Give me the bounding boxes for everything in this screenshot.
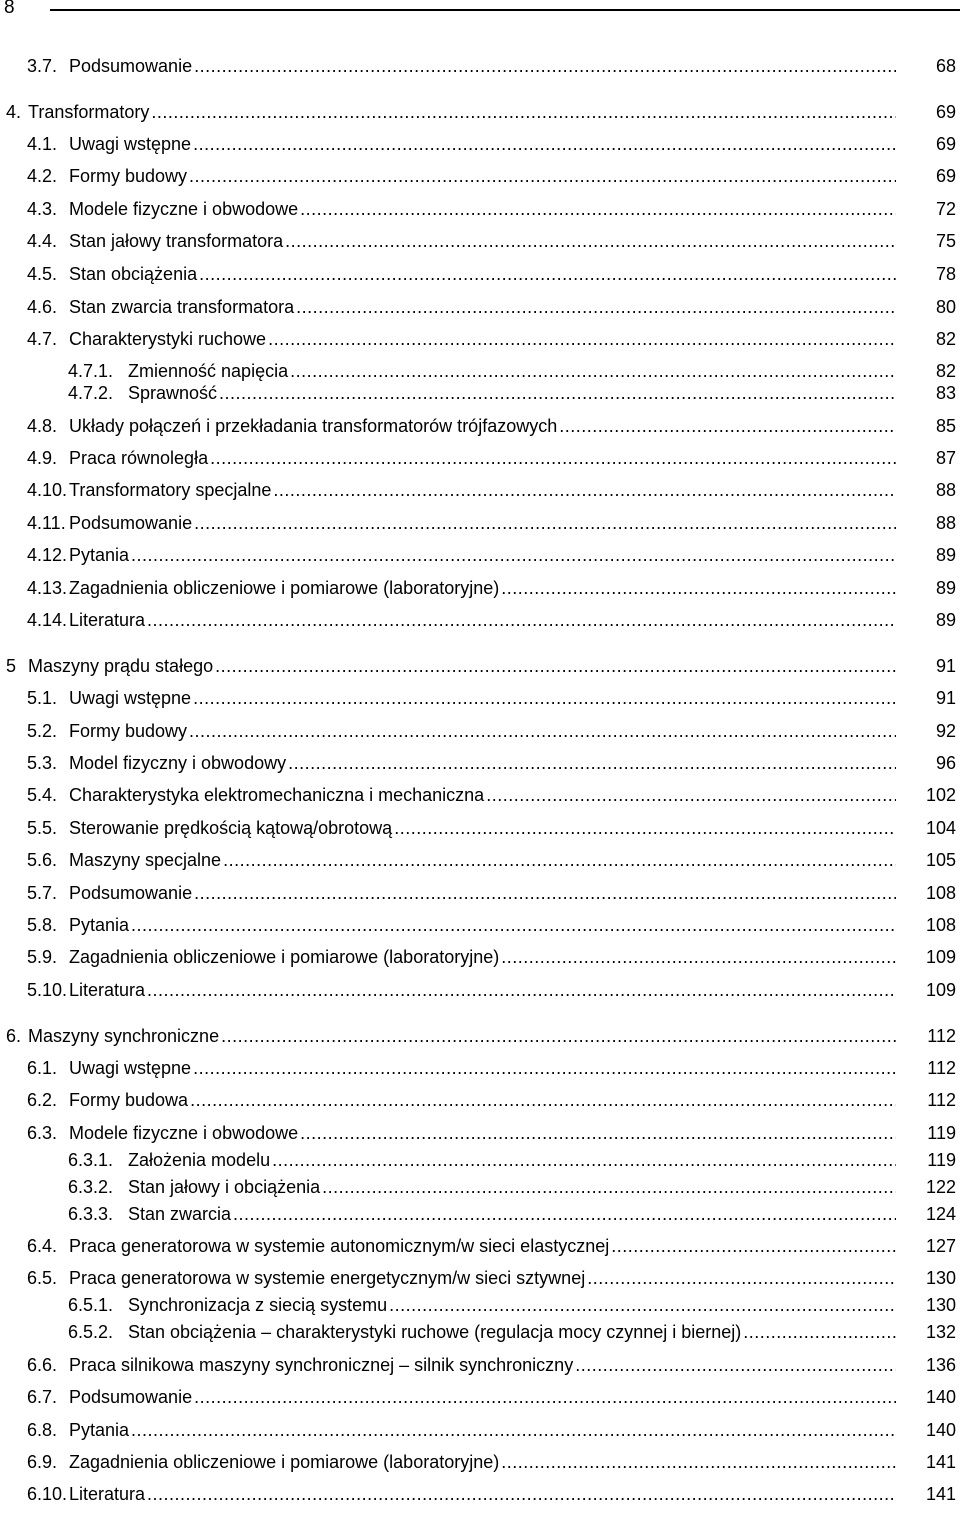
toc-entry-page: 72 bbox=[935, 199, 956, 219]
toc-entry-title: Synchronizacja z siecią systemu bbox=[128, 1295, 388, 1315]
toc-entry-title: Praca generatorowa w systemie energetycznym/w sieci sztywnej bbox=[69, 1268, 586, 1288]
toc-entry-title: Charakterystyki ruchowe bbox=[69, 329, 267, 349]
toc-entry-page: 69 bbox=[935, 102, 956, 122]
toc-leader-dots bbox=[223, 847, 896, 873]
toc-entry-number: 6.3.3. bbox=[68, 1204, 114, 1224]
toc-entry-title: Pytania bbox=[69, 915, 130, 935]
toc-entry-title: Formy budowy bbox=[69, 721, 188, 741]
toc-entry-title: Modele fizyczne i obwodowe bbox=[69, 199, 299, 219]
toc-entry-page: 89 bbox=[935, 578, 956, 598]
toc-entry[interactable] bbox=[27, 977, 896, 1003]
toc-entry-number: 5.7. bbox=[27, 883, 58, 903]
toc-entry-page: 140 bbox=[925, 1420, 956, 1440]
toc-entry-title: Maszyny specjalne bbox=[69, 850, 222, 870]
toc-leader-dots bbox=[272, 1147, 896, 1173]
toc-leader-dots bbox=[199, 261, 896, 287]
toc-entry[interactable] bbox=[27, 261, 896, 287]
toc-entry-page: 130 bbox=[925, 1268, 956, 1288]
toc-entry-title: Podsumowanie bbox=[69, 1387, 193, 1407]
toc-entry-page: 69 bbox=[935, 134, 956, 154]
toc-entry-number: 6.5.2. bbox=[68, 1322, 114, 1342]
toc-entry[interactable] bbox=[6, 653, 896, 679]
toc-entry-title: Transformatory specjalne bbox=[69, 480, 272, 500]
toc-entry-page: 136 bbox=[925, 1355, 956, 1375]
toc-entry[interactable] bbox=[27, 847, 896, 873]
toc-entry[interactable] bbox=[27, 413, 896, 439]
toc-entry-page: 112 bbox=[927, 1026, 956, 1046]
toc-leader-dots bbox=[575, 1352, 896, 1378]
toc-leader-dots bbox=[296, 294, 896, 320]
toc-entry-page: 119 bbox=[927, 1150, 956, 1170]
toc-entry-page: 108 bbox=[925, 915, 956, 935]
toc-leader-dots bbox=[501, 944, 896, 970]
toc-entry-number: 5.5. bbox=[27, 818, 58, 838]
toc-entry-number: 4.1. bbox=[27, 134, 58, 154]
toc-entry-title: Stan jałowy transformatora bbox=[69, 231, 284, 251]
toc-leader-dots bbox=[194, 53, 896, 79]
toc-leader-dots bbox=[233, 1201, 896, 1227]
toc-entry[interactable] bbox=[27, 1352, 896, 1378]
toc-leader-dots bbox=[501, 1449, 896, 1475]
toc-entry-number: 4.3. bbox=[27, 199, 58, 219]
toc-entry[interactable] bbox=[27, 294, 896, 320]
toc-entry[interactable] bbox=[27, 477, 896, 503]
toc-entry-page: 92 bbox=[935, 721, 956, 741]
toc-leader-dots bbox=[273, 477, 896, 503]
toc-entry-page: 130 bbox=[925, 1295, 956, 1315]
toc-entry-title: Pytania bbox=[69, 545, 130, 565]
toc-entry-number: 6.3.2. bbox=[68, 1177, 114, 1197]
toc-entry[interactable] bbox=[27, 1481, 896, 1507]
toc-entry-number: 6.9. bbox=[27, 1452, 58, 1472]
toc-entry-title: Zagadnienia obliczeniowe i pomiarowe (laboratoryjne) bbox=[69, 1452, 500, 1472]
toc-entry-title: Stan zwarcia bbox=[128, 1204, 232, 1224]
toc-entry-number: 4.7.2. bbox=[68, 383, 114, 403]
toc-entry-title: Podsumowanie bbox=[69, 56, 193, 76]
toc-entry-number: 4.14. bbox=[27, 610, 68, 630]
toc-entry-title: Literatura bbox=[69, 610, 146, 630]
toc-leader-dots bbox=[221, 1023, 896, 1049]
toc-leader-dots bbox=[389, 1292, 896, 1318]
toc-entry-number: 4.8. bbox=[27, 416, 58, 436]
toc-entry-page: 69 bbox=[935, 166, 956, 186]
toc-entry[interactable] bbox=[27, 782, 896, 808]
toc-entry-title: Stan obciążenia – charakterystyki ruchowe (regulacja mocy czynnej i biernej) bbox=[128, 1322, 742, 1342]
toc-entry-title: Stan zwarcia transformatora bbox=[69, 297, 295, 317]
toc-leader-dots bbox=[288, 750, 896, 776]
toc-entry[interactable] bbox=[27, 912, 896, 938]
toc-entry-title: Stan obciążenia bbox=[69, 264, 198, 284]
toc-entry-number: 6.6. bbox=[27, 1355, 58, 1375]
toc-entry-number: 4.7.1. bbox=[68, 361, 114, 381]
toc-entry-number: 5.6. bbox=[27, 850, 58, 870]
toc-entry-page: 112 bbox=[927, 1090, 956, 1110]
toc-entry-page: 132 bbox=[925, 1322, 956, 1342]
toc-entry-page: 96 bbox=[935, 753, 956, 773]
toc-entry-number: 6.1. bbox=[27, 1058, 58, 1078]
toc-entry[interactable] bbox=[27, 196, 896, 222]
toc-entry-number: 6.3.1. bbox=[68, 1150, 114, 1170]
toc-leader-dots bbox=[193, 131, 896, 157]
toc-entry-title: Praca generatorowa w systemie autonomicznym/w sieci elastycznej bbox=[69, 1236, 610, 1256]
toc-entry-title: Podsumowanie bbox=[69, 513, 193, 533]
toc-entry-page: 85 bbox=[935, 416, 956, 436]
toc-entry-number: 6.7. bbox=[27, 1387, 58, 1407]
toc-entry[interactable] bbox=[68, 1147, 896, 1173]
toc-entry-title: Sprawność bbox=[128, 383, 218, 403]
toc-entry-number: 4. bbox=[6, 102, 22, 122]
toc-leader-dots bbox=[131, 912, 896, 938]
toc-leader-dots bbox=[193, 685, 896, 711]
toc-leader-dots bbox=[611, 1233, 896, 1259]
toc-entry[interactable] bbox=[27, 1417, 896, 1443]
toc-entry[interactable] bbox=[27, 131, 896, 157]
toc-leader-dots bbox=[486, 782, 896, 808]
toc-entry-title: Sterowanie prędkością kątową/obrotową bbox=[69, 818, 393, 838]
toc-leader-dots bbox=[151, 99, 896, 125]
toc-entry-page: 108 bbox=[925, 883, 956, 903]
toc-entry-page: 109 bbox=[925, 947, 956, 967]
toc-leader-dots bbox=[147, 1481, 896, 1507]
toc-entry-number: 3.7. bbox=[27, 56, 58, 76]
toc-entry[interactable] bbox=[27, 1233, 896, 1259]
toc-entry-title: Literatura bbox=[69, 980, 146, 1000]
toc-leader-dots bbox=[194, 880, 896, 906]
toc-entry-title: Modele fizyczne i obwodowe bbox=[69, 1123, 299, 1143]
toc-entry-number: 4.13. bbox=[27, 578, 68, 598]
toc-entry[interactable] bbox=[27, 228, 896, 254]
toc-leader-dots bbox=[215, 653, 896, 679]
toc-entry-number: 6.5. bbox=[27, 1268, 58, 1288]
toc-entry-page: 75 bbox=[935, 231, 956, 251]
toc-leader-dots bbox=[285, 228, 896, 254]
toc-entry-number: 4.10. bbox=[27, 480, 68, 500]
toc-leader-dots bbox=[501, 575, 896, 601]
toc-entry-title: Model fizyczny i obwodowy bbox=[69, 753, 287, 773]
toc-entry-number: 5 bbox=[6, 656, 17, 676]
toc-entry-page: 82 bbox=[935, 329, 956, 349]
toc-entry-number: 4.5. bbox=[27, 264, 58, 284]
toc-entry-page: 102 bbox=[925, 785, 956, 805]
toc-entry[interactable] bbox=[27, 1087, 896, 1113]
toc-entry-number: 4.2. bbox=[27, 166, 58, 186]
toc-entry-page: 91 bbox=[935, 656, 956, 676]
toc-entry[interactable] bbox=[27, 1120, 896, 1146]
toc-entry-title: Charakterystyka elektromechaniczna i mechaniczna bbox=[69, 785, 485, 805]
toc-entry-page: 89 bbox=[935, 610, 956, 630]
toc-entry-page: 89 bbox=[935, 545, 956, 565]
toc-entry-number: 6. bbox=[6, 1026, 22, 1046]
toc-entry-number: 5.2. bbox=[27, 721, 58, 741]
toc-entry-title: Pytania bbox=[69, 1420, 130, 1440]
toc-entry-title: Zagadnienia obliczeniowe i pomiarowe (laboratoryjne) bbox=[69, 578, 500, 598]
toc-entry-number: 5.1. bbox=[27, 688, 58, 708]
toc-entry-title: Założenia modelu bbox=[128, 1150, 271, 1170]
toc-entry[interactable] bbox=[27, 944, 896, 970]
toc-entry-number: 5.8. bbox=[27, 915, 58, 935]
toc-entry[interactable] bbox=[27, 718, 896, 744]
toc-entry-number: 4.4. bbox=[27, 231, 58, 251]
toc-entry[interactable] bbox=[27, 685, 896, 711]
toc-entry-page: 87 bbox=[935, 448, 956, 468]
toc-entry-page: 83 bbox=[935, 383, 956, 403]
toc-entry-number: 4.7. bbox=[27, 329, 58, 349]
toc-entry[interactable] bbox=[27, 1055, 896, 1081]
toc-leader-dots bbox=[210, 445, 896, 471]
toc-leader-dots bbox=[743, 1319, 896, 1345]
toc-entry-page: 127 bbox=[925, 1236, 956, 1256]
toc-leader-dots bbox=[193, 1055, 896, 1081]
toc-entry[interactable] bbox=[27, 326, 896, 352]
toc-entry[interactable] bbox=[27, 1449, 896, 1475]
toc-entry[interactable] bbox=[27, 53, 896, 79]
toc-entry-title: Maszyny synchroniczne bbox=[28, 1026, 220, 1046]
toc-entry-title: Stan jałowy i obciążenia bbox=[128, 1177, 321, 1197]
toc-entry-number: 5.3. bbox=[27, 753, 58, 773]
toc-entry-page: 68 bbox=[935, 56, 956, 76]
toc-leader-dots bbox=[194, 510, 896, 536]
toc-entry[interactable] bbox=[68, 1319, 896, 1345]
toc-leader-dots bbox=[131, 1417, 896, 1443]
toc-entry-page: 109 bbox=[925, 980, 956, 1000]
toc-entry-page: 82 bbox=[935, 361, 956, 381]
toc-entry-title: Formy budowa bbox=[69, 1090, 189, 1110]
toc-entry-title: Układy połączeń i przekładania transformatorów trójfazowych bbox=[69, 416, 558, 436]
toc-entry-title: Zagadnienia obliczeniowe i pomiarowe (laboratoryjne) bbox=[69, 947, 500, 967]
toc-entry-number: 4.12. bbox=[27, 545, 68, 565]
toc-leader-dots bbox=[147, 607, 896, 633]
toc-entry[interactable] bbox=[27, 510, 896, 536]
toc-entry-title: Transformatory bbox=[28, 102, 150, 122]
toc-leader-dots bbox=[587, 1265, 896, 1291]
toc-entry-page: 78 bbox=[935, 264, 956, 284]
toc-entry[interactable] bbox=[27, 163, 896, 189]
toc-entry-number: 6.10. bbox=[27, 1484, 68, 1504]
toc-entry[interactable] bbox=[68, 380, 896, 406]
toc-leader-dots bbox=[300, 1120, 896, 1146]
toc-entry-number: 5.9. bbox=[27, 947, 58, 967]
toc-entry-title: Uwagi wstępne bbox=[69, 1058, 192, 1078]
toc-entry-number: 5.10. bbox=[27, 980, 68, 1000]
toc-entry-page: 119 bbox=[927, 1123, 956, 1143]
toc-entry-page: 80 bbox=[935, 297, 956, 317]
toc-entry-title: Praca silnikowa maszyny synchronicznej – silnik synchroniczny bbox=[69, 1355, 574, 1375]
toc-entry-number: 6.5.1. bbox=[68, 1295, 114, 1315]
toc-entry-number: 6.8. bbox=[27, 1420, 58, 1440]
toc-leader-dots bbox=[300, 196, 896, 222]
toc-entry-number: 6.4. bbox=[27, 1236, 58, 1256]
toc-entry[interactable] bbox=[27, 1384, 896, 1410]
toc-entry[interactable] bbox=[27, 1265, 896, 1291]
toc-entry[interactable] bbox=[27, 815, 896, 841]
toc-entry-page: 124 bbox=[925, 1204, 956, 1224]
toc-entry-title: Uwagi wstępne bbox=[69, 134, 192, 154]
toc-leader-dots bbox=[131, 542, 896, 568]
toc-entry[interactable] bbox=[27, 542, 896, 568]
toc-entry-number: 6.2. bbox=[27, 1090, 58, 1110]
toc-leader-dots bbox=[268, 326, 896, 352]
toc-entry-number: 6.3. bbox=[27, 1123, 58, 1143]
toc-entry-title: Literatura bbox=[69, 1484, 146, 1504]
toc-entry-title: Uwagi wstępne bbox=[69, 688, 192, 708]
toc-entry[interactable] bbox=[27, 445, 896, 471]
toc-entry-number: 4.6. bbox=[27, 297, 58, 317]
toc-leader-dots bbox=[189, 718, 896, 744]
toc-entry[interactable] bbox=[68, 1292, 896, 1318]
toc-entry-title: Maszyny prądu stałego bbox=[28, 656, 214, 676]
toc-entry-page: 104 bbox=[925, 818, 956, 838]
toc-entry[interactable] bbox=[6, 99, 896, 125]
toc-leader-dots bbox=[189, 163, 896, 189]
toc-entry-page: 91 bbox=[935, 688, 956, 708]
toc-leader-dots bbox=[322, 1174, 896, 1200]
toc-entry[interactable] bbox=[27, 750, 896, 776]
toc-leader-dots bbox=[394, 815, 896, 841]
toc-entry-page: 141 bbox=[925, 1452, 956, 1472]
toc-entry-page: 112 bbox=[927, 1058, 956, 1078]
toc-entry-title: Zmienność napięcia bbox=[128, 361, 289, 381]
toc-leader-dots bbox=[194, 1384, 896, 1410]
toc-entry[interactable] bbox=[6, 1023, 896, 1049]
toc-entry-page: 105 bbox=[925, 850, 956, 870]
toc-entry-number: 5.4. bbox=[27, 785, 58, 805]
toc-leader-dots bbox=[559, 413, 896, 439]
toc-entry[interactable] bbox=[27, 880, 896, 906]
toc-entry-page: 122 bbox=[925, 1177, 956, 1197]
toc-entry-title: Formy budowy bbox=[69, 166, 188, 186]
toc-entry-title: Praca równoległa bbox=[69, 448, 209, 468]
toc-entry[interactable] bbox=[27, 575, 896, 601]
toc-entry-title: Podsumowanie bbox=[69, 883, 193, 903]
toc-entry-page: 88 bbox=[935, 513, 956, 533]
toc-leader-dots bbox=[219, 380, 896, 406]
toc-entry[interactable] bbox=[68, 1174, 896, 1200]
toc-entry-page: 88 bbox=[935, 480, 956, 500]
toc-leader-dots bbox=[190, 1087, 896, 1113]
toc-entry-page: 141 bbox=[925, 1484, 956, 1504]
toc-entry-number: 4.9. bbox=[27, 448, 58, 468]
toc-entry-page: 140 bbox=[925, 1387, 956, 1407]
toc-entry[interactable] bbox=[68, 1201, 896, 1227]
page-number: 8 bbox=[4, 0, 15, 18]
toc-entry[interactable] bbox=[27, 607, 896, 633]
toc-entry-number: 4.11. bbox=[27, 513, 66, 533]
toc-leader-dots bbox=[147, 977, 896, 1003]
